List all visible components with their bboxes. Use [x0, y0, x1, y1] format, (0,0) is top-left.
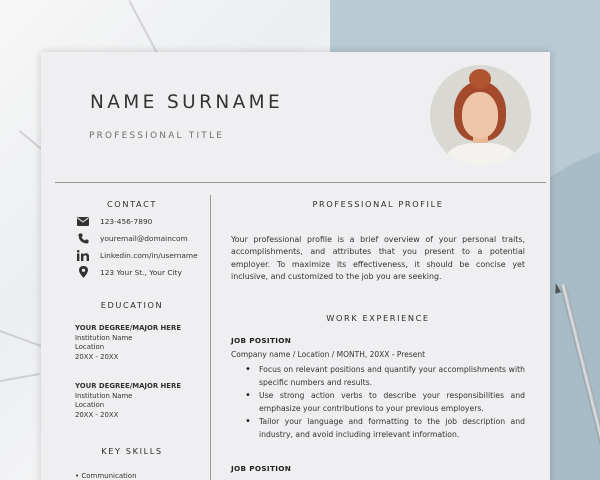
job-position: JOB POSITION — [231, 336, 292, 345]
education-degree: YOUR DEGREE/MAJOR HERE — [75, 382, 182, 390]
education-entry — [75, 382, 181, 420]
contact-phone: 123-456-7890 — [100, 216, 153, 226]
contact-email: youremail@domaincom — [100, 233, 188, 243]
job-bullet: • Focus on relevant positions and quantify your accomplishments with specific numbers and results. — [241, 364, 525, 390]
contact-address: 123 Your St., Your City — [100, 267, 182, 277]
job-bullet: • Tailor your language and formatting to the job description and industry, and avoid including irrelevant information. — [241, 416, 525, 442]
section-heading-key-skills: KEY SKILLS — [101, 446, 163, 456]
section-heading-professional-profile: PROFESSIONAL PROFILE — [312, 199, 444, 209]
contact-linkedin-row — [76, 249, 198, 261]
contact-email-row — [76, 232, 188, 244]
education-years: 20XX - 20XX — [75, 352, 119, 361]
contact-linkedin: Linkedin.com/in/username — [100, 250, 198, 260]
job-responsibilities — [241, 364, 525, 441]
contact-address-row — [76, 266, 182, 278]
header-divider — [55, 182, 546, 183]
location-pin-icon — [76, 266, 90, 278]
marble-vein — [0, 373, 40, 381]
education-degree: YOUR DEGREE/MAJOR HERE — [75, 324, 182, 332]
resume-title: PROFESSIONAL TITLE — [89, 131, 225, 141]
section-heading-contact: CONTACT — [106, 199, 158, 209]
job-position: JOB POSITION — [231, 464, 292, 473]
contact-phone-row — [76, 215, 152, 227]
resume-page — [41, 52, 550, 480]
marble-vein — [129, 0, 158, 54]
profile-summary: Your professional profile is a brief overview of your personal traits, accomplishments, and attributes that you present to a potential employer. To maximize its effectiveness, it should be concise yet inclusive, and customized to the job you are seeking. — [231, 235, 525, 282]
education-entry — [75, 324, 181, 362]
profile-photo — [430, 65, 531, 166]
job-company-line: Company name / Location / MONTH, 20XX - Present — [231, 350, 426, 359]
skill-item: • Communication — [75, 472, 137, 480]
education-years: 20XX - 20XX — [75, 410, 119, 419]
resume-name: NAME SURNAME — [90, 92, 284, 113]
job-bullet: • Use strong action verbs to describe your responsibilities and emphasize your contributions to your previous employers. — [241, 390, 525, 416]
education-institution: Institution Name — [75, 333, 133, 342]
education-location: Location — [75, 401, 105, 410]
email-icon — [76, 215, 90, 227]
education-institution: Institution Name — [75, 391, 133, 400]
column-divider — [210, 195, 211, 480]
section-heading-education: EDUCATION — [100, 300, 164, 310]
phone-icon — [76, 232, 90, 244]
section-heading-work-experience: WORK EXPERIENCE — [326, 313, 430, 323]
marble-vein — [0, 330, 42, 347]
education-location: Location — [75, 343, 105, 352]
linkedin-icon — [76, 249, 90, 261]
